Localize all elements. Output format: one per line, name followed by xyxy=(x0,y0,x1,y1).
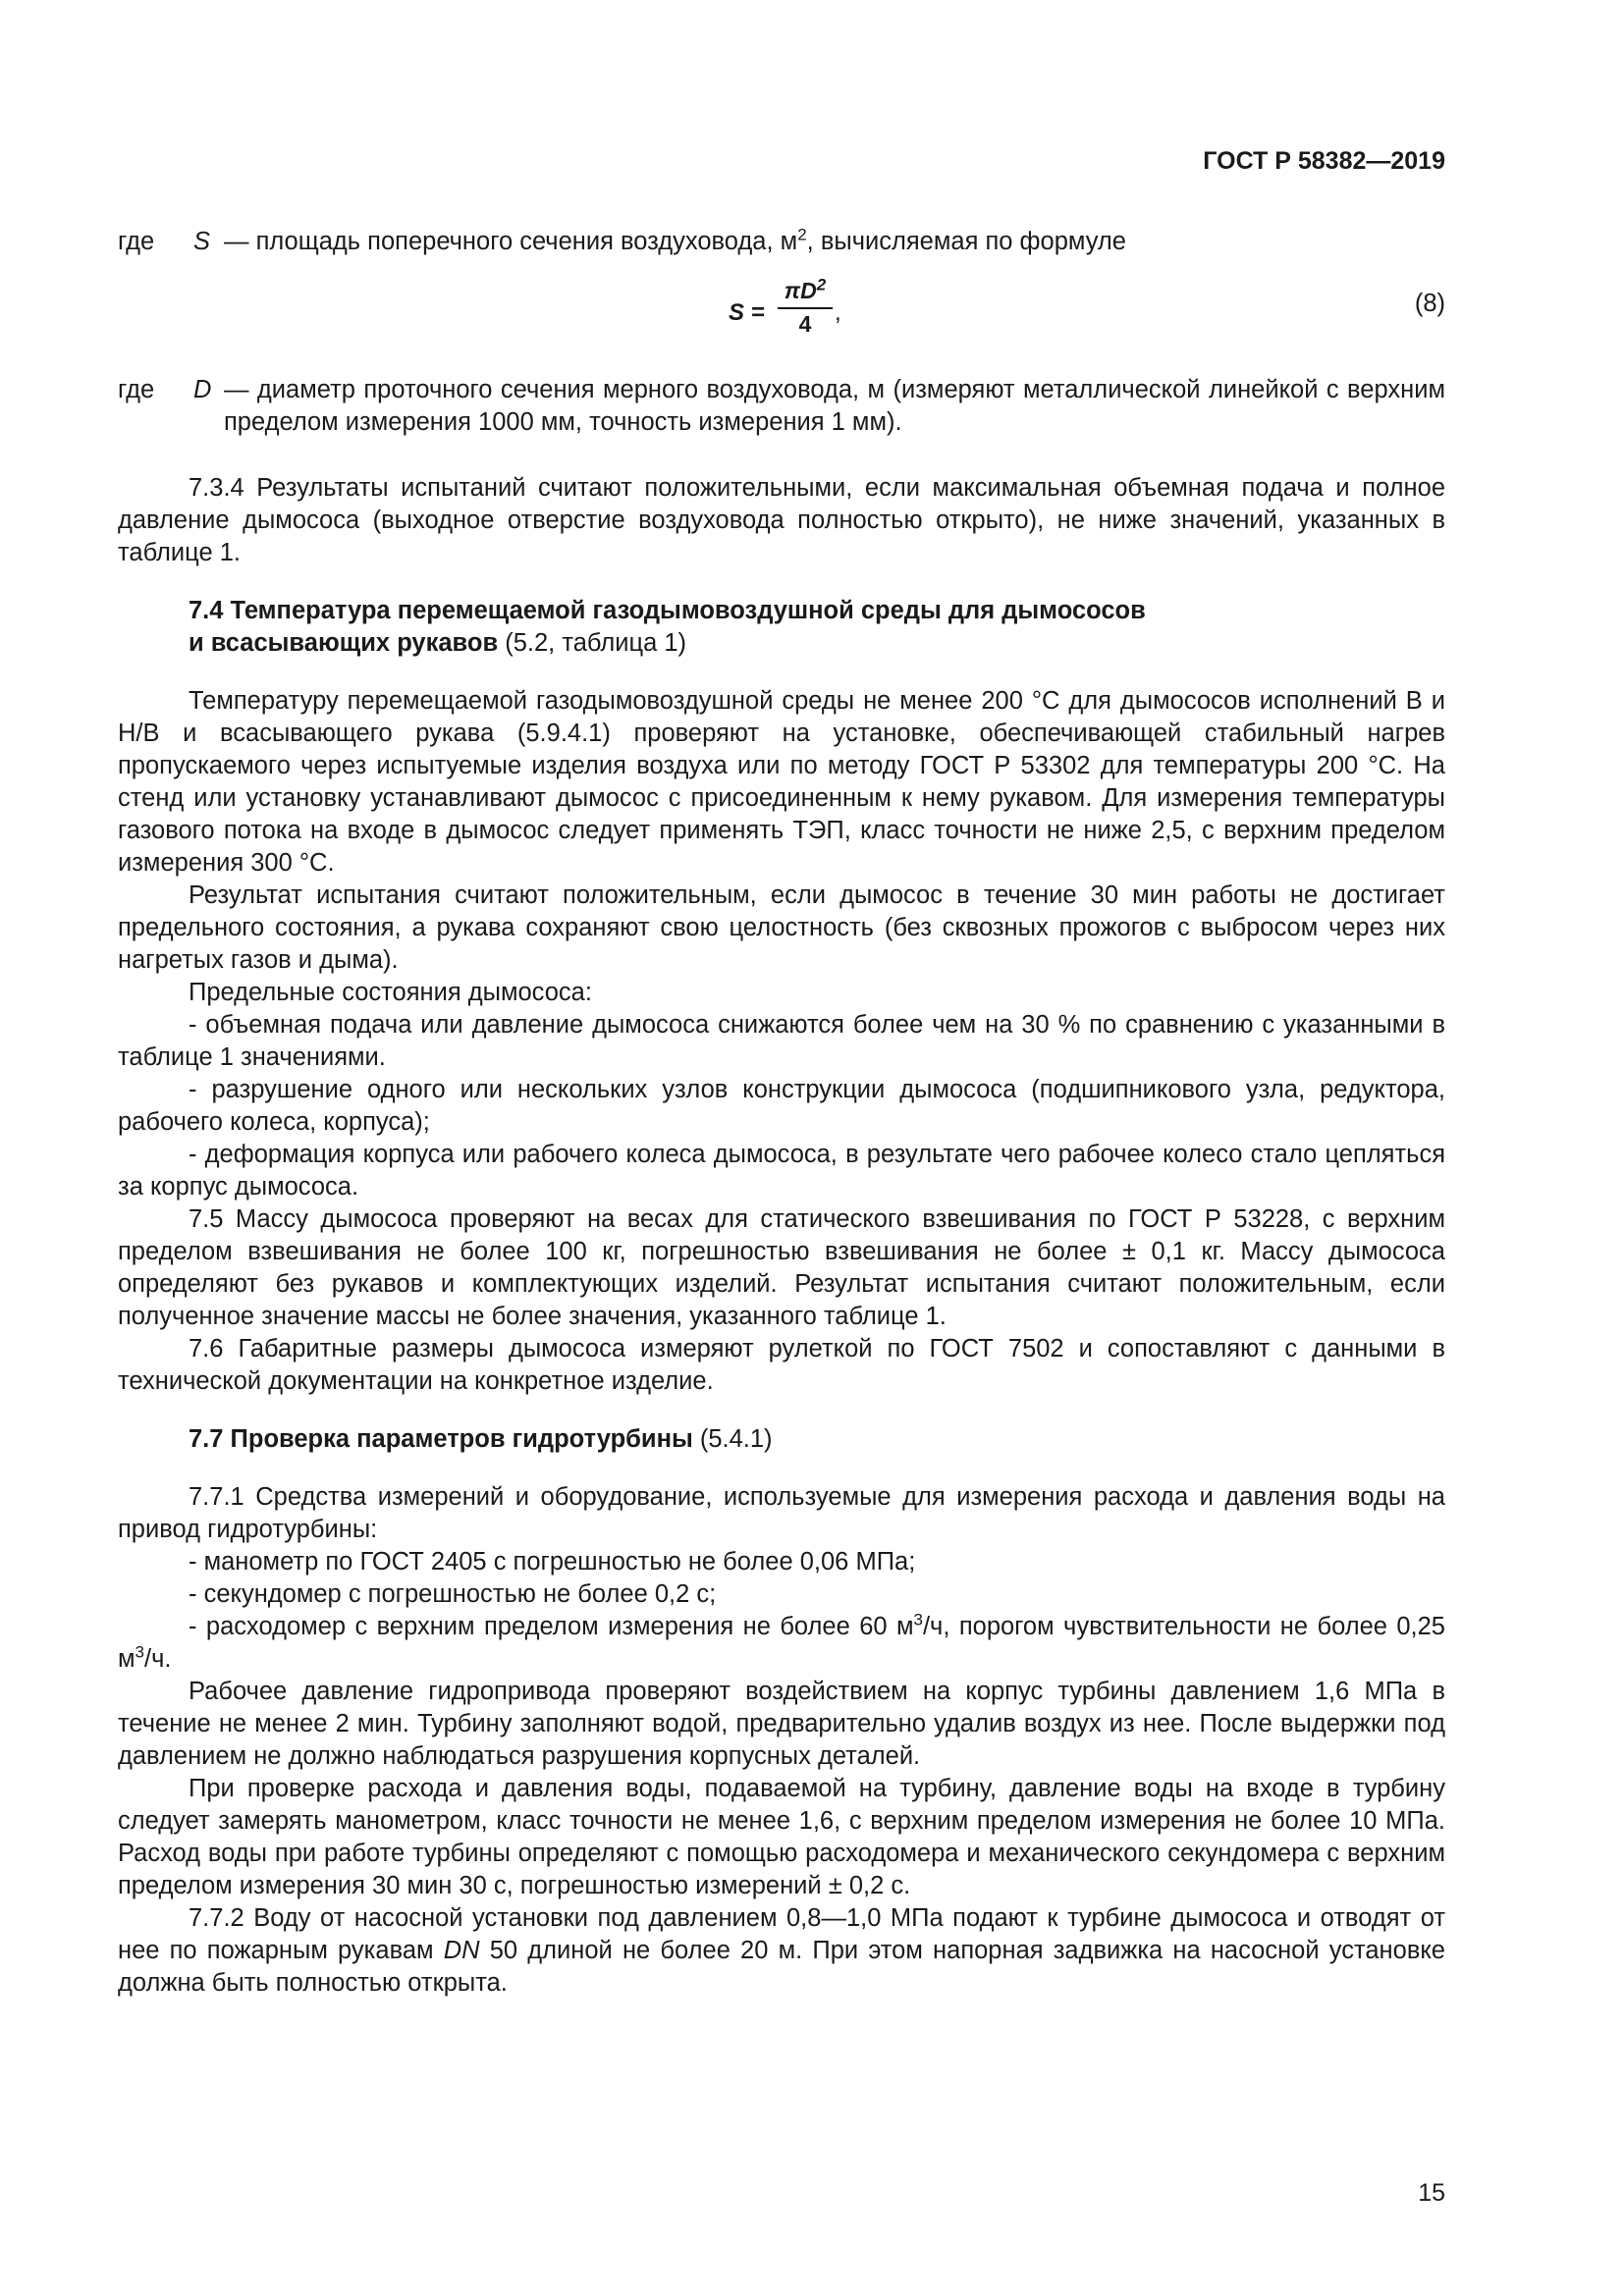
formula-lhs: S = xyxy=(729,299,765,326)
paragraph-7-3-4: 7.3.4 Результаты испытаний считают положительными, если максимальная объемная подача и полное давление дымососа (выходное отверстие воздуховода полностью открыто), не ниже значений, указанных в таблице 1. xyxy=(118,474,1445,566)
equation-number: (8) xyxy=(1414,290,1445,317)
paragraph-7-7-1: 7.7.1 Средства измерений и оборудование, используемые для измерения расхода и давления воды на привод гидротурбины: xyxy=(118,1483,1445,1543)
symbol-s: S xyxy=(193,228,211,255)
formula-8: S = $\frac{\pi D^2}{4}$ , (8) xyxy=(729,275,1445,337)
document-page xyxy=(118,0,1445,2296)
list-item: - объемная подача или давление дымососа снижаются более чем на 30 % по сравнению с указанными в таблице 1 значениями. xyxy=(118,1011,1445,1071)
paragraph-7-5: 7.5 Массу дымососа проверяют на весах для статического взвешивания по ГОСТ Р 53228, с верхним пределом взвешивания не более 100 кг, погрешностью взвешивания не более ± 0,1 кг. Массу дымососа определяют без рукавов и комплектующих изделий. Результат испытания считают положительным, если полученное значение массы не более значения, указанного таблице 1. xyxy=(118,1205,1445,1330)
where-s-definition: где S — площадь поперечного сечения воздуховода, $м^2$, вычисляемая по формуле xyxy=(118,226,1445,258)
paragraph-7-4-b: Результат испытания считают положительным, если дымосос в течение 30 мин работы не достигает предельного состояния, а рукава сохраняют свою целостность (без сквозных прожогов с выбросом через них нагретых газов и дыма). xyxy=(118,881,1445,974)
paragraph-7-4-a: Температуру перемещаемой газодымовоздушной среды не менее 200 °С для дымососов исполнений В и Н/В и всасывающего рукава (5.9.4.1) проверяют на установке, обеспечивающей стабильный нагрев пропускаемого через испытуемые изделия воздуха или по методу ГОСТ Р 53302 для температуры 200 °С. На стенд или установку устанавливают дымосос с присоединенным к нему рукавом. Для измерения температуры газового потока на входе в дымосос следует применять ТЭП, класс точности не ниже 2,5, с верхним пределом измерения 300 °С. xyxy=(118,687,1445,877)
list-item: - разрушение одного или нескольких узлов конструкции дымососа (подшипникового узла, редуктора, рабочего колеса, корпуса); xyxy=(118,1076,1445,1136)
list-item: - манометр по ГОСТ 2405 с погрешностью не более 0,06 МПа; xyxy=(189,1548,916,1575)
formula-fraction: $\frac{\pi D^2}{4}$ xyxy=(778,276,833,339)
list-item-flowmeter: - расходомер с верхним пределом измерения не более 60 $м^3/ч$, порогом чувствительности не более 0,25 $м^3/ч$. xyxy=(118,1610,1445,1673)
paragraph-flow-check: При проверке расхода и давления воды, подаваемой на турбину, давление воды на входе в турбину следует замерять манометром, класс точности не менее 1,6, с верхним пределом измерения не более 10 МПа. Расход воды при работе турбины определяют с помощью расходомера и механического секундомера с верхним пределом измерения 30 мин 30 с, погрешностью измерений ± 0,2 с. xyxy=(118,1775,1445,1899)
where-d-definition: где D — диаметр проточного сечения мерного воздуховода, м (измеряют металлической линейкой с верхним пределом измерения 1000 мм, точность измерения 1 мм). xyxy=(118,376,1445,436)
document-header: ГОСТ Р 58382—2019 xyxy=(1203,147,1445,175)
paragraph-7-4-c: Предельные состояния дымососа: xyxy=(189,979,592,1006)
page-number: 15 xyxy=(1418,2179,1445,2207)
paragraph-7-6: 7.6 Габаритные размеры дымососа измеряют рулеткой по ГОСТ 7502 и сопоставляют с данными в технической документации на конкретное изделие. xyxy=(118,1335,1445,1395)
paragraph-working-pressure: Рабочее давление гидропривода проверяют воздействием на корпус турбины давлением 1,6 МПа в течение не менее 2 мин. Турбину заполняют водой, предварительно удалив воздух из нее. После выдержки под давлением не должно наблюдаться разрушения корпусных деталей. xyxy=(118,1678,1445,1770)
heading-7-7: 7.7 Проверка параметров гидротурбины (5.4.1) xyxy=(189,1425,773,1453)
list-item: - секундомер с погрешностью не более 0,2 с; xyxy=(189,1580,717,1608)
symbol-d: D xyxy=(193,376,212,403)
list-item: - деформация корпуса или рабочего колеса дымососа, в результате чего рабочее колесо стало цепляться за корпус дымососа. xyxy=(118,1141,1445,1201)
page-body xyxy=(118,226,1445,2000)
paragraph-7-7-2: 7.7.2 Воду от насосной установки под давлением 0,8—1,0 МПа подают к турбине дымососа и отводят от нее по пожарным рукавам DN 50 длиной не более 20 м. При этом напорная задвижка на насосной установке должна быть полностью открыта. xyxy=(118,1904,1445,1997)
heading-7-4: 7.4 Температура перемещаемой газодымовоздушной среды для дымососов и всасывающих рукавов (5.2, таблица 1) xyxy=(189,597,1146,657)
